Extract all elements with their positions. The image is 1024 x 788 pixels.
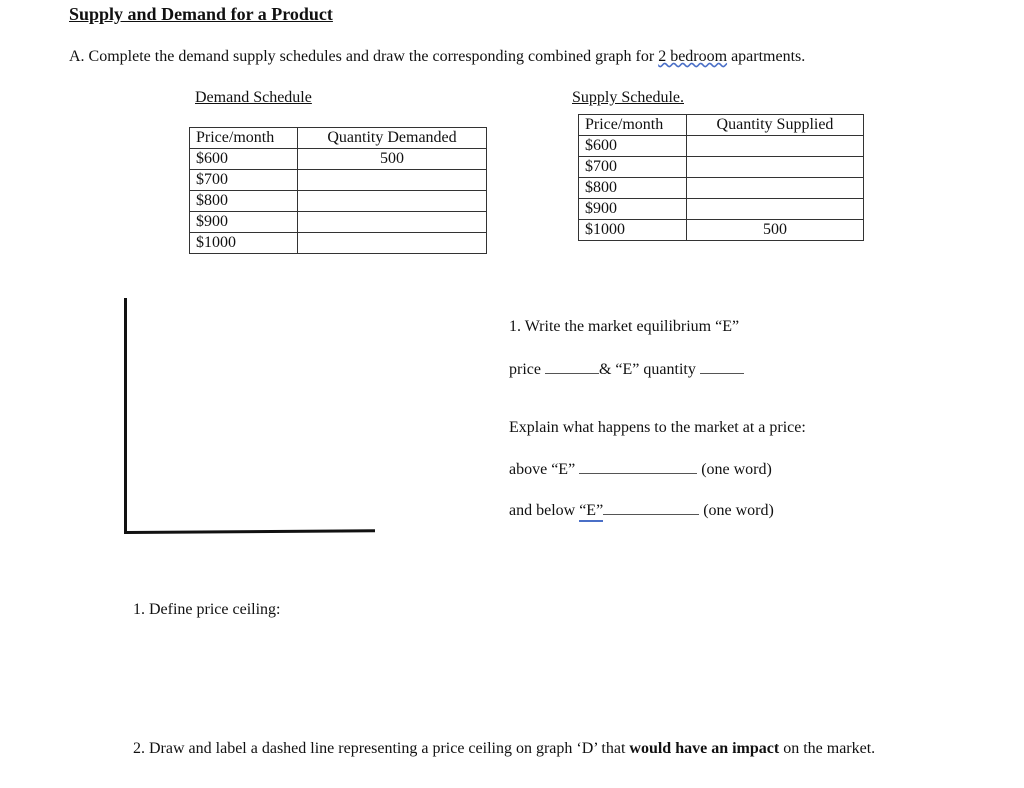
table-header-cell: Quantity Supplied bbox=[687, 115, 864, 136]
equilibrium-prompt: 1. Write the market equilibrium “E” bbox=[509, 318, 740, 335]
price-label: price bbox=[509, 361, 541, 378]
table-row bbox=[190, 212, 487, 233]
price-cell: $700 bbox=[190, 170, 298, 191]
quantity-cell[interactable] bbox=[298, 191, 487, 212]
graph-x-axis bbox=[125, 529, 375, 534]
price-cell: $600 bbox=[579, 136, 687, 157]
quantity-cell[interactable] bbox=[298, 170, 487, 191]
instruction-text bbox=[69, 48, 805, 66]
graph-y-axis bbox=[124, 298, 127, 534]
explain-prompt: Explain what happens to the market at a price: bbox=[509, 419, 806, 436]
table-header-cell: Quantity Demanded bbox=[298, 128, 487, 149]
define-price-ceiling: 1. Define price ceiling: bbox=[133, 601, 281, 618]
above-hint: (one word) bbox=[701, 461, 772, 478]
instruction-prefix: A. Complete the demand supply schedules and draw the corresponding combined graph for bbox=[69, 48, 659, 65]
price-ceiling-question bbox=[133, 740, 875, 758]
supply-schedule-heading: Supply Schedule. bbox=[572, 89, 684, 106]
price-cell: $900 bbox=[579, 199, 687, 220]
equilibrium-answer-line bbox=[509, 359, 744, 379]
demand-schedule-heading: Demand Schedule bbox=[195, 89, 312, 106]
quantity-blank[interactable] bbox=[700, 359, 744, 374]
above-e-line bbox=[509, 459, 772, 479]
price-cell: $900 bbox=[190, 212, 298, 233]
price-cell: $800 bbox=[190, 191, 298, 212]
quantity-cell[interactable] bbox=[687, 136, 864, 157]
quantity-label: & “E” quantity bbox=[598, 361, 696, 378]
price-cell: $600 bbox=[190, 149, 298, 170]
quantity-cell[interactable]: 500 bbox=[298, 149, 487, 170]
q2-prefix: 2. Draw and label a dashed line representing a price ceiling on graph ‘D’ that bbox=[133, 740, 630, 757]
q2-bold: would have an impact bbox=[629, 740, 780, 757]
instruction-highlight: 2 bedroom bbox=[658, 48, 728, 65]
table-row bbox=[579, 136, 864, 157]
below-e-line bbox=[509, 500, 774, 522]
below-blank[interactable] bbox=[603, 500, 699, 515]
quantity-cell[interactable] bbox=[687, 157, 864, 178]
table-row bbox=[579, 220, 864, 241]
table-row bbox=[190, 170, 487, 191]
table-row bbox=[190, 233, 487, 254]
page-title: Supply and Demand for a Product bbox=[69, 4, 333, 24]
below-hint: (one word) bbox=[703, 502, 774, 519]
table-header-row bbox=[579, 115, 864, 136]
price-cell: $1000 bbox=[190, 233, 298, 254]
demand-table bbox=[189, 127, 487, 254]
price-cell: $800 bbox=[579, 178, 687, 199]
below-e-marker: “E” bbox=[579, 502, 603, 522]
table-header-cell: Price/month bbox=[190, 128, 298, 149]
table-row bbox=[579, 157, 864, 178]
table-row bbox=[579, 178, 864, 199]
table-header-cell: Price/month bbox=[579, 115, 687, 136]
instruction-suffix: apartments. bbox=[727, 48, 806, 65]
above-label: above “E” bbox=[509, 461, 576, 478]
quantity-cell[interactable] bbox=[298, 233, 487, 254]
price-cell: $1000 bbox=[579, 220, 687, 241]
table-row bbox=[190, 149, 487, 170]
quantity-cell[interactable] bbox=[298, 212, 487, 233]
price-blank[interactable] bbox=[545, 359, 599, 374]
quantity-cell[interactable] bbox=[687, 199, 864, 220]
price-cell: $700 bbox=[579, 157, 687, 178]
q2-suffix: on the market. bbox=[779, 740, 876, 757]
table-header-row bbox=[190, 128, 487, 149]
quantity-cell[interactable] bbox=[687, 178, 864, 199]
supply-table bbox=[578, 114, 864, 241]
quantity-cell[interactable]: 500 bbox=[687, 220, 864, 241]
below-label: and below bbox=[509, 502, 580, 519]
table-row bbox=[579, 199, 864, 220]
above-blank[interactable] bbox=[579, 459, 697, 474]
table-row bbox=[190, 191, 487, 212]
